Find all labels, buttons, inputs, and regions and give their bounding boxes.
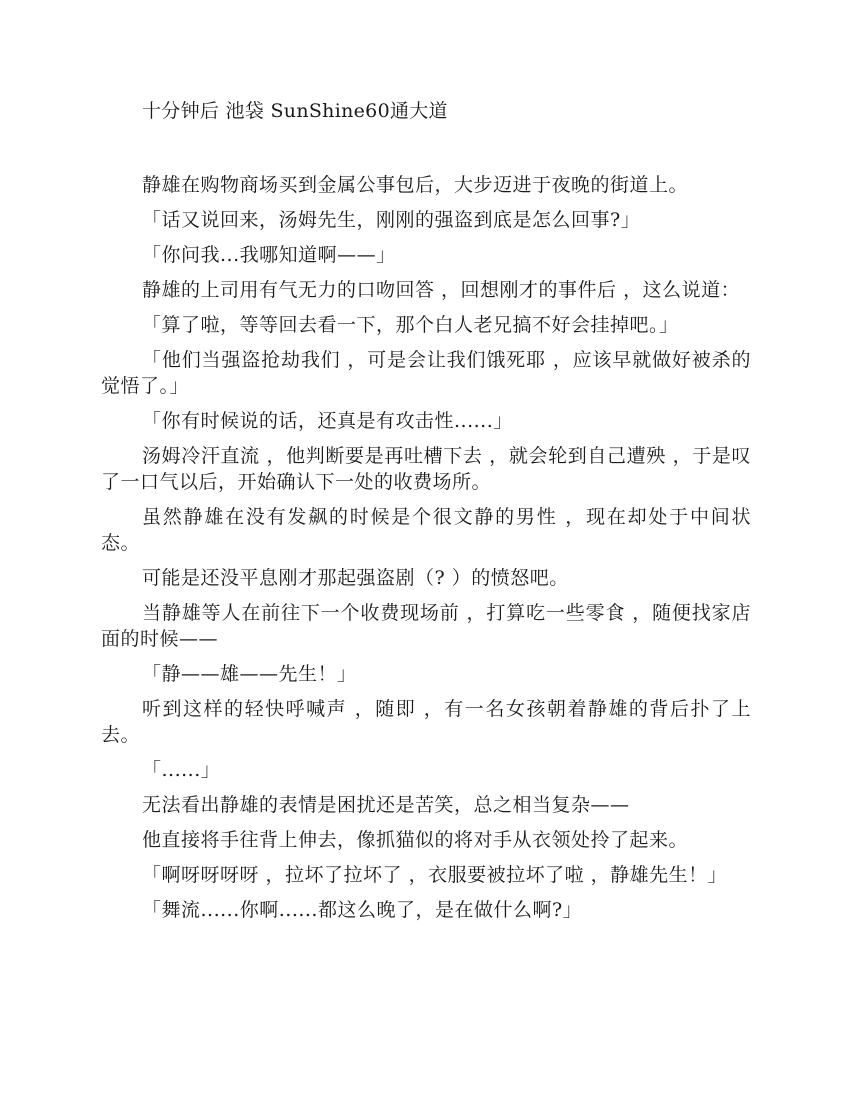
paragraph: 「话又说回来，汤姆先生，刚刚的强盗到底是怎么回事?」: [142, 209, 641, 231]
section-spacer: [101, 124, 751, 172]
paragraph: 「你问我...我哪知道啊——」: [142, 244, 396, 266]
paragraph: 「啊呀呀呀呀 ，拉坏了拉坏了 ，衣服要被拉坏了啦 ，静雄先生！」: [142, 864, 728, 886]
paragraph: 听到这样的轻快呼喊声 ，随即 ，有一名女孩朝着静雄的背后扑了上去。: [101, 698, 751, 746]
paragraph: 「静——雄——先生！」: [142, 663, 357, 685]
paragraph: 「舞流......你啊......都这么晚了，是在做什么啊?」: [142, 899, 583, 921]
paragraph: 无法看出静雄的表情是困扰还是苦笑，总之相当复杂——: [142, 794, 630, 816]
scene-heading: 十分钟后 池袋 SunShine60通大道: [142, 100, 448, 122]
paragraph: 当静雄等人在前往下一个收费现场前 ，打算吃一些零食 ，随便找家店面的时候——: [101, 602, 751, 650]
paragraph: 「你有时候说的话，还真是有攻击性......」: [142, 410, 513, 432]
paragraph: 「......」: [142, 759, 221, 781]
document-page: [101, 98, 751, 932]
paragraph: 虽然静雄在没有发飙的时候是个很文静的男性 ，现在却处于中间状态。: [101, 506, 751, 554]
paragraph: 静雄在购物商场买到金属公事包后，大步迈进于夜晚的街道上。: [142, 174, 689, 196]
paragraph: 可能是还没平息刚才那起强盗剧（? ）的愤怒吧。: [142, 567, 569, 589]
paragraph: 他直接将手往背上伸去，像抓猫似的将对手从衣领处拎了起来。: [142, 829, 689, 851]
paragraph: 「算了啦，等等回去看一下，那个白人老兄搞不好会挂掉吧。」: [142, 314, 679, 336]
paragraph: 汤姆冷汗直流 ，他判断要是再吐槽下去 ，就会轮到自己遭殃 ，于是叹了一口气以后，开始确认下一处的收费场所。: [101, 445, 751, 493]
paragraph: 静雄的上司用有气无力的口吻回答 ，回想刚才的事件后 ，这么说道：: [142, 279, 741, 301]
paragraph: 「他们当强盗抢劫我们 ，可是会让我们饿死耶 ，应该早就做好被杀的觉悟了。」: [101, 349, 751, 397]
